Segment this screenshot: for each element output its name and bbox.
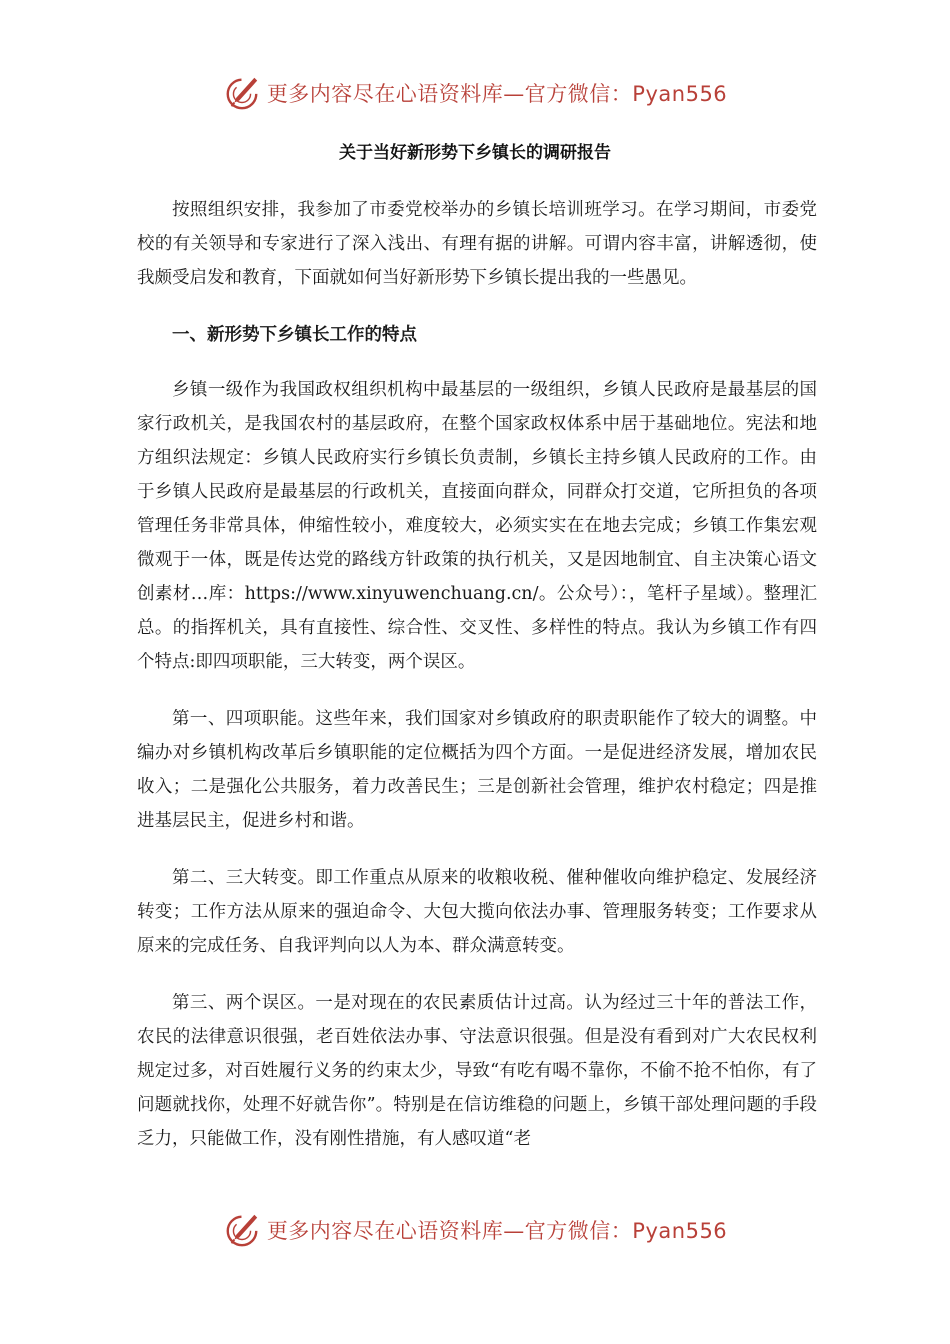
- document-body: [137, 193, 817, 1179]
- document-title: 关于当好新形势下乡镇长的调研报告: [339, 143, 611, 163]
- section-paragraph: 乡镇一级作为我国政权组织机构中最基层的一级组织，乡镇人民政府是最基层的国家行政机关，是我国农村的基层政府，在整个国家政权体系中居于基础地位。宪法和地方组织法规定：乡镇人民政府实行乡镇长负责制，乡镇长主持乡镇人民政府的工作。由于乡镇人民政府是最基层的行政机关，直接面向群众，同群众打交道，它所担负的各项管理任务非常具体，伸缩性较小，难度较大，必须实实在在地去完成；乡镇工作集宏观微观于一体，既是传达党的路线方针政策的执行机关，又是因地制宜、自主决策心语文创素材…库：https://www.xinyuwenchuang.cn/。公众号）：，笔杆子星域）。整理汇总。的指挥机关，具有直接性、综合性、交叉性、多样性的特点。我认为乡镇工作有四个特点:即四项职能，三大转变，两个误区。: [137, 380, 817, 672]
- watermark-banner-bottom: [0, 1208, 950, 1252]
- pen-logo-icon: [223, 1211, 261, 1249]
- section-heading: 一、新形势下乡镇长工作的特点: [172, 325, 417, 345]
- watermark-text: 更多内容尽在心语资料库—官方微信：Pyan556: [266, 82, 728, 106]
- point-two-paragraph: 第二、三大转变。即工作重点从原来的收粮收税、催种催收向维护稳定、发展经济转变；工作方法从原来的强迫命令、大包大揽向依法办事、管理服务转变；工作要求从原来的完成任务、自我评判向以人为本、群众满意转变。: [137, 868, 817, 956]
- watermark-banner-top: [0, 71, 950, 115]
- intro-paragraph: 按照组织安排，我参加了市委党校举办的乡镇长培训班学习。在学习期间，市委党校的有关领导和专家进行了深入浅出、有理有据的讲解。可谓内容丰富，讲解透彻，使我颇受启发和教育，下面就如何当好新形势下乡镇长提出我的一些愚见。: [137, 200, 817, 288]
- point-three-paragraph: 第三、两个误区。一是对现在的农民素质估计过高。认为经过三十年的普法工作，农民的法律意识很强，老百姓依法办事、守法意识很强。但是没有看到对广大农民权利规定过多，对百姓履行义务的约束太少，导致“有吃有喝不靠你，不偷不抢不怕你，有了问题就找你，处理不好就告你”。特别是在信访维稳的问题上，乡镇干部处理问题的手段乏力，只能做工作，没有刚性措施，有人感叹道“老: [137, 993, 817, 1149]
- pen-logo-icon: [223, 74, 261, 112]
- point-one-paragraph: 第一、四项职能。这些年来，我们国家对乡镇政府的职责职能作了较大的调整。中编办对乡镇机构改革后乡镇职能的定位概括为四个方面。一是促进经济发展，增加农民收入；二是强化公共服务，着力改善民生；三是创新社会管理，维护农村稳定；四是推进基层民主，促进乡村和谐。: [137, 709, 817, 831]
- watermark-text: 更多内容尽在心语资料库—官方微信：Pyan556: [266, 1219, 728, 1243]
